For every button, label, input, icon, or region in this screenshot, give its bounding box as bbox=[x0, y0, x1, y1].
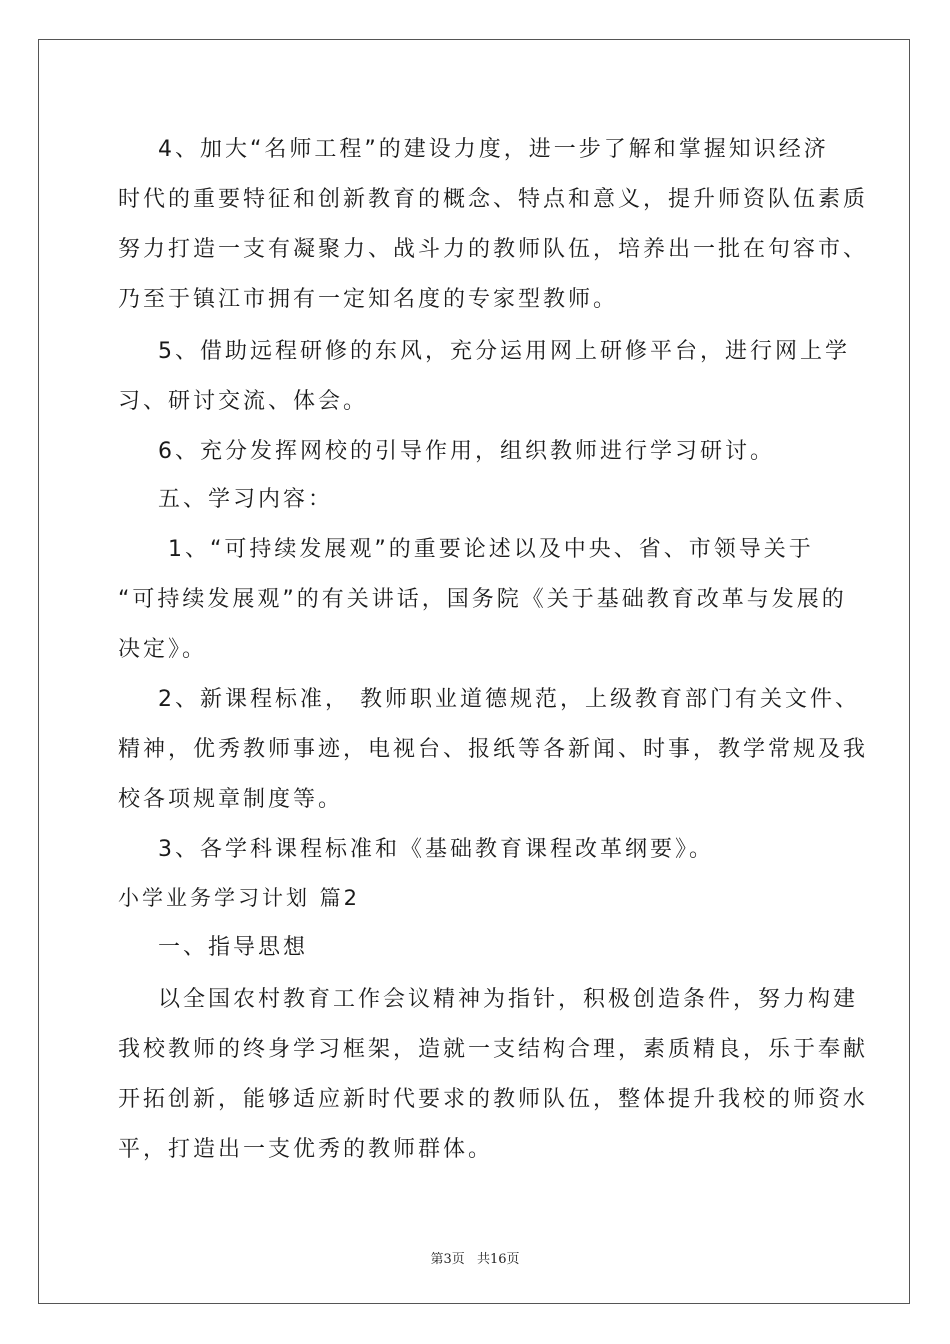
text-line: 5、借助远程研修的东风，充分运用网上研修平台，进行网上学 bbox=[118, 339, 850, 364]
text-line: 6、充分发挥网校的引导作用，组织教师进行学习研讨。 bbox=[118, 439, 775, 464]
text-line: 精神，优秀教师事迹，电视台、报纸等各新闻、时事，教学常规及我 bbox=[118, 737, 869, 762]
page-footer bbox=[0, 1248, 950, 1267]
text-line: 习、研讨交流、体会。 bbox=[118, 389, 369, 414]
text-line: 乃至于镇江市拥有一定知名度的专家型教师。 bbox=[118, 287, 619, 312]
text-line: 1、“可持续发展观”的重要论述以及中央、省、市领导关于 bbox=[118, 537, 814, 562]
text-line: 努力打造一支有凝聚力、战斗力的教师队伍，培养出一批在句容市、 bbox=[118, 237, 869, 262]
text-line: 2、新课程标准， 教师职业道德规范，上级教育部门有关文件、 bbox=[118, 687, 860, 712]
text-line: 3、各学科课程标准和《基础教育课程改革纲要》。 bbox=[118, 837, 714, 862]
page-number: 第3页 bbox=[430, 1252, 465, 1267]
text-line: 开拓创新，能够适应新时代要求的教师队伍，整体提升我校的师资水 bbox=[118, 1087, 869, 1112]
text-line: 决定》。 bbox=[118, 637, 208, 662]
text-line: 平，打造出一支优秀的教师群体。 bbox=[118, 1137, 494, 1162]
text-line: 我校教师的终身学习框架，造就一支结构合理，素质精良，乐于奉献 bbox=[118, 1037, 869, 1062]
text-line: 校各项规章制度等。 bbox=[118, 787, 344, 812]
text-line: 以全国农村教育工作会议精神为指针，积极创造条件，努力构建 bbox=[118, 987, 858, 1012]
text-line: 时代的重要特征和创新教育的概念、特点和意义，提升师资队伍素质 bbox=[118, 187, 869, 212]
section-heading: 五、学习内容： bbox=[118, 487, 333, 512]
article-title: 小学业务学习计划 篇2 bbox=[118, 886, 361, 910]
text-line: “可持续发展观”的有关讲话，国务院《关于基础教育改革与发展的 bbox=[118, 587, 847, 612]
section-heading: 一、指导思想 bbox=[118, 935, 308, 960]
page-total: 共16页 bbox=[476, 1252, 520, 1267]
text-line: 4、加大“名师工程”的建设力度，进一步了解和掌握知识经济 bbox=[118, 137, 829, 162]
